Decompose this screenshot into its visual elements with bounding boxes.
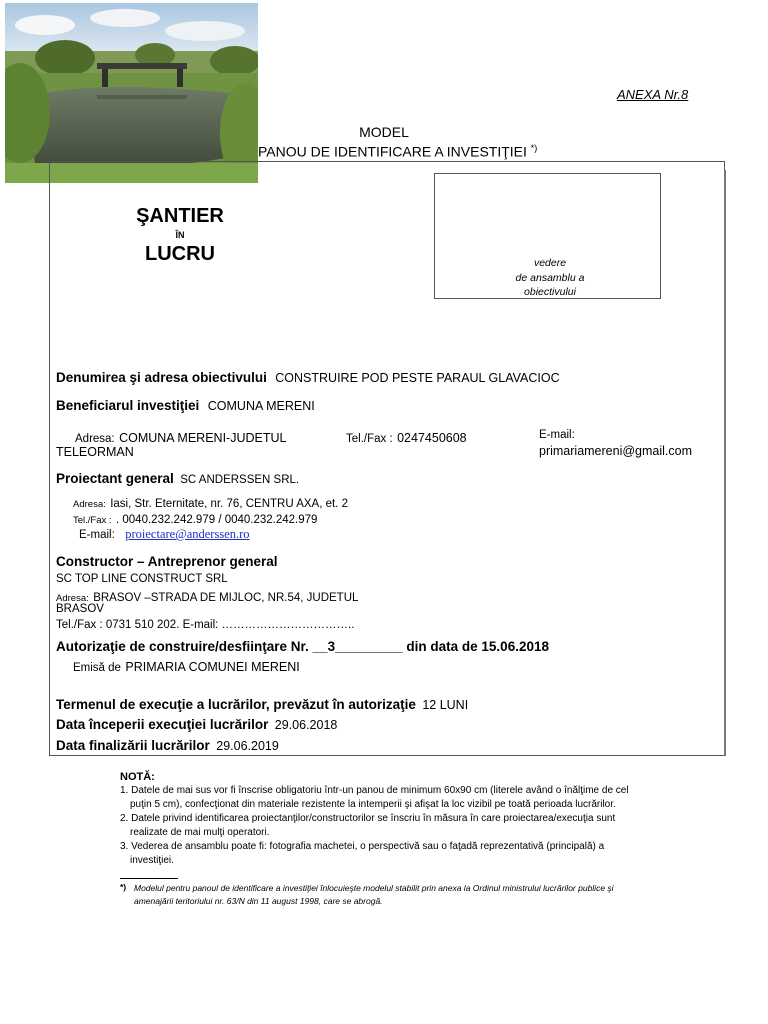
model-heading: MODEL [359,124,409,140]
sign-lucru: LUCRU [145,243,215,265]
note-2a: 2. Datele privind identificarea proiectanţilor/constructorilor se înscriu în măsura în care proiectarea/execuţia sunt [120,813,616,824]
notes-title: NOTĂ: [120,771,155,783]
beneficiary-address-label: Adresa: [75,433,115,445]
designer-label: Proiectant general [56,471,174,486]
beneficiary-row [56,397,315,415]
execution-term-label: Termenul de execuţie a lucrărilor, prevăzut în autorizaţie [56,697,416,712]
authorization-issuer [73,658,300,676]
note-1a: 1. Datele de mai sus vor fi înscrise obligatoriu într-un panou de minimum 60x90 cm (literele având o înălţime de cel [120,785,629,796]
end-date-row [56,737,279,755]
beneficiary-value: COMUNA MERENI [207,399,315,413]
authorization-label: Autorizaţie de construire/desfiinţare Nr. __3_________ din data de 15.06.2018 [56,639,549,654]
objective-value: CONSTRUIRE POD PESTE PARAUL GLAVACIOC [275,371,560,385]
constructor-label: Constructor – Antreprenor general [56,554,278,569]
authorization-issuer-value: PRIMARIA COMUNEI MERENI [125,660,300,674]
authorization-issuer-label: Emisă de [73,662,121,674]
beneficiary-email-label: E-mail: [539,429,575,441]
start-date-row [56,716,337,734]
beneficiary-address-value: COMUNA MERENI-JUDETUL [119,431,287,445]
constructor-name: SC TOP LINE CONSTRUCT SRL [56,573,228,585]
start-date-value: 29.06.2018 [274,718,338,732]
beneficiary-label: Beneficiarul investiţiei [56,398,200,413]
designer-address-value: Iasi, Str. Eternitate, nr. 76, CENTRU AXA, et. 2 [110,498,348,510]
beneficiary-phone [346,429,467,447]
execution-term-value: 12 LUNI [422,698,469,712]
designer-value: SC ANDERSSEN SRL. [180,474,300,486]
footnote-divider [120,878,178,879]
end-date-label: Data finalizării lucrărilor [56,738,210,753]
site-photo [5,3,258,183]
panel-title [258,143,537,160]
panel-title-mark: *) [530,143,538,153]
sign-santier: ŞANTIER [136,205,224,227]
designer-email-label: E-mail: [79,529,115,541]
footnote-line-1: Modelul pentru panoul de identificare a investiţiei înlocuieşte modelul stabilit prin anexa la Ordinul ministrului lucrărilor publice şi [134,883,614,893]
constructor-contact: Tel./Fax : 0731 510 202. E-mail: …………………………….. [56,619,355,631]
note-2b: realizate de mai mulţi operatori. [130,827,270,838]
footnote-mark: *) [120,882,127,892]
beneficiary-email-value: primariamereni@gmail.com [539,444,693,458]
designer-email [79,525,250,543]
overview-caption-3: obiectivului [524,286,576,298]
panel-frame-shadow [724,170,726,756]
note-3b: investiţiei. [130,855,174,866]
objective-label: Denumirea şi adresa obiectivului [56,370,267,385]
designer-row [56,470,299,488]
overview-caption-1: vedere [533,257,567,269]
beneficiary-phone-label: Tel./Fax : [346,433,393,445]
sign-in: ÎN [175,230,185,240]
overview-caption-2: de ansamblu a [515,272,585,284]
beneficiary-address-value-2: TELEORMAN [56,445,134,459]
constructor-address-value: BRASOV –STRADA DE MIJLOC, NR.54, JUDETUL [93,592,359,604]
annex-number: ANEXA Nr.8 [617,87,689,102]
end-date-value: 29.06.2019 [216,739,279,753]
panel-title-text: PANOU DE IDENTIFICARE A INVESTIŢIEI [258,143,527,160]
beneficiary-phone-value: 0247450608 [397,431,467,445]
note-1b: puţin 5 cm), confecţionat din materiale rezistente la intemperii şi afişat la loc vizibil pe toată perioada lucrărilor. [130,799,616,810]
execution-term-row [56,696,468,714]
start-date-label: Data începerii execuţiei lucrărilor [56,717,269,732]
designer-phone-label: Tel./Fax : [73,515,112,526]
designer-address-label: Adresa: [73,499,106,510]
objective-row [56,369,560,387]
note-3a: 3. Vederea de ansamblu poate fi: fotografia machetei, o perspectivă sau o faţadă reprezentativă (principală) a [120,841,605,852]
footnote-line-2: amenajării teritoriului nr. 63/N din 11 august 1998, care se abrogă. [134,896,383,906]
constructor-address-label: Adresa: [56,593,89,604]
constructor-address-value-2: BRASOV [56,603,104,615]
designer-email-link[interactable]: proiectare@anderssen.ro [125,527,250,541]
designer-phone-value: . 0040.232.242.979 / 0040.232.242.979 [116,514,318,526]
